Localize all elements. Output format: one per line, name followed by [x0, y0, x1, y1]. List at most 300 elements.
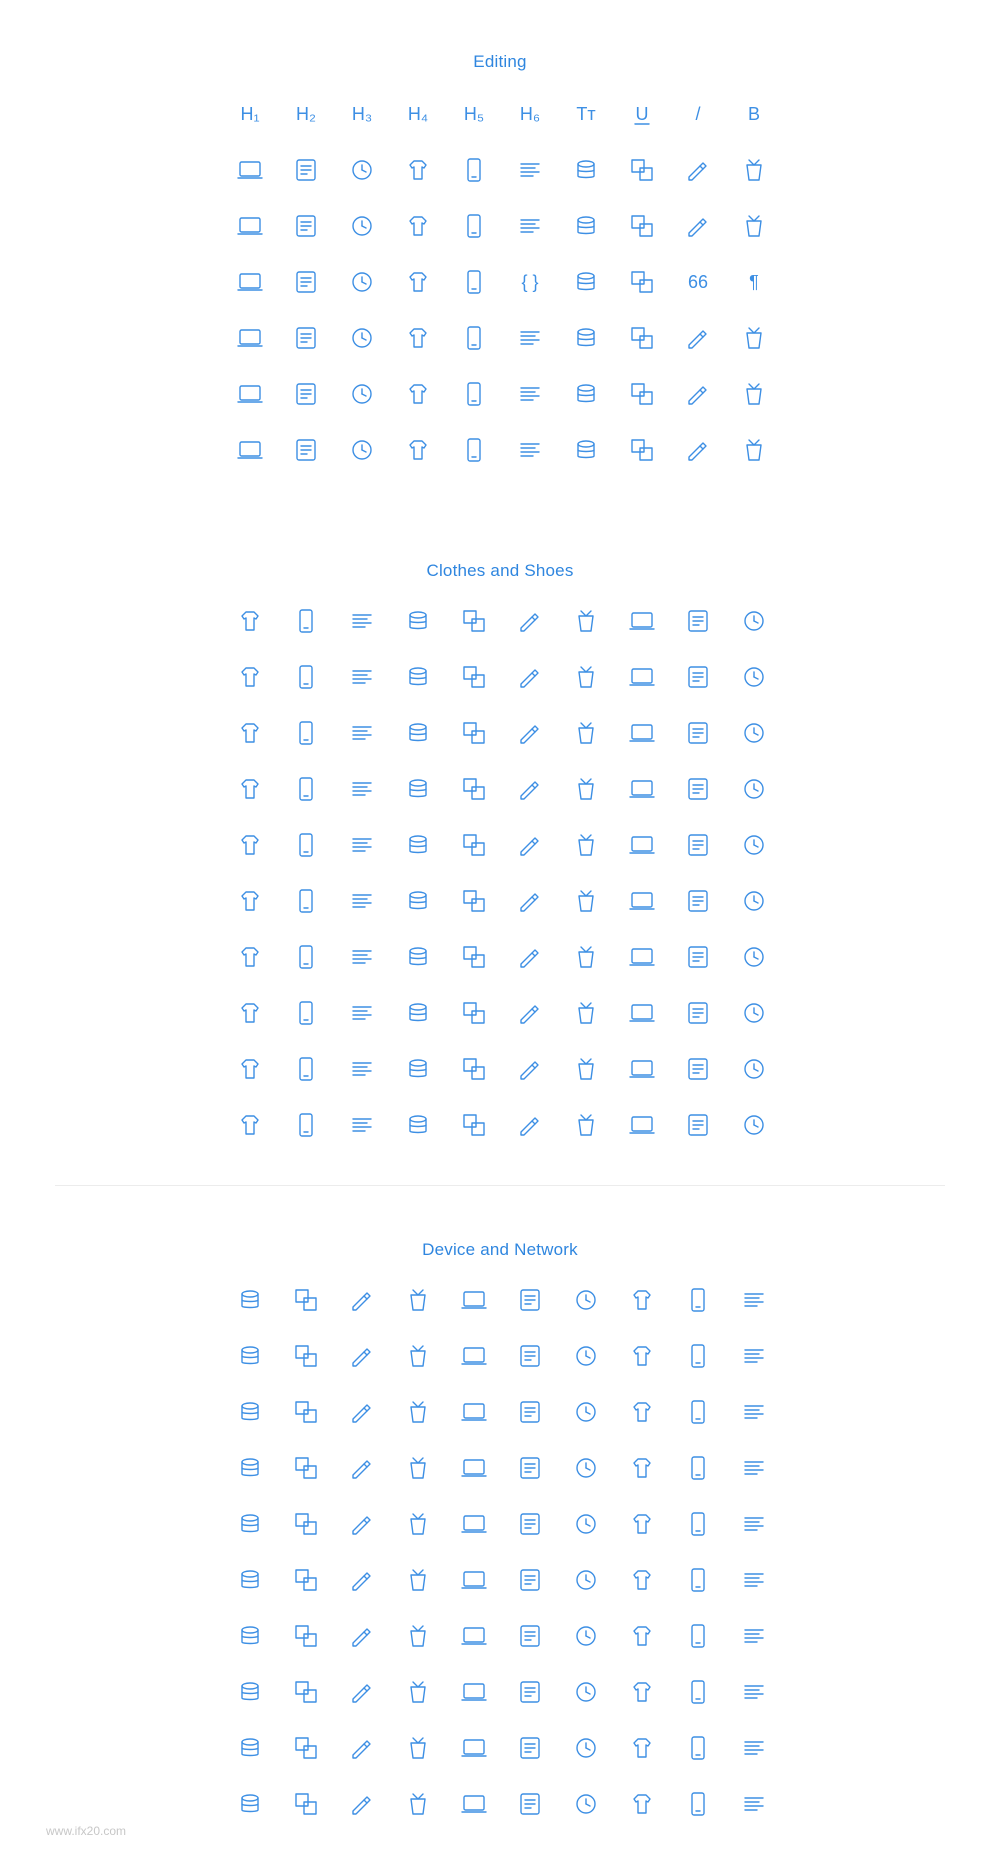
tank-icon: [390, 1041, 446, 1097]
share-node-icon: [670, 198, 726, 254]
layers-icon: [726, 422, 782, 478]
laptop-icon: [222, 1272, 278, 1328]
bowl-cap-icon: [558, 1041, 614, 1097]
star-tshirt-icon: [222, 705, 278, 761]
jumpsuit-icon: [670, 1097, 726, 1153]
thong-icon: [222, 873, 278, 929]
database-add-icon: [614, 1664, 670, 1720]
layout-top-icon: [502, 366, 558, 422]
watermark: www.ifx20.com: [46, 1824, 127, 1838]
cable-broken-icon: [558, 1552, 614, 1608]
baby-shirt-icon: [726, 649, 782, 705]
line-spacing-bottom-icon: [278, 198, 334, 254]
connector-icon: [278, 1608, 334, 1664]
projector-icon: [726, 1552, 782, 1608]
scanner-icon: [446, 1776, 502, 1832]
disk-icon: [222, 1776, 278, 1832]
monitor-icon: [446, 1328, 502, 1384]
slip-dress-icon: [558, 985, 614, 1041]
svg-text:H₁: H₁: [240, 104, 260, 124]
gown-icon: [614, 761, 670, 817]
icon-row: [222, 1608, 782, 1664]
crop-top-icon: [558, 593, 614, 649]
umbrella-hook-icon: [614, 1041, 670, 1097]
jeans-icon: [670, 929, 726, 985]
clipboard-icon: [558, 310, 614, 366]
svg-text:{ }: { }: [521, 272, 539, 292]
power-cable-icon: [334, 1608, 390, 1664]
svg-text:B: B: [747, 104, 761, 124]
tower-pc-icon: [670, 1776, 726, 1832]
scissors-icon: [446, 198, 502, 254]
cowl-icon: [670, 1041, 726, 1097]
computer-mouse-icon: [726, 1328, 782, 1384]
party-dress-icon: [558, 761, 614, 817]
database-settings-icon: [502, 1664, 558, 1720]
server-rack-icon: [726, 1440, 782, 1496]
camisole-icon: [614, 649, 670, 705]
database-refresh-icon: [334, 1664, 390, 1720]
laptop-open-icon: [334, 1440, 390, 1496]
layout-center-icon: [446, 366, 502, 422]
exclude-dashed-icon: [334, 422, 390, 478]
svg-text:H₆: H₆: [519, 104, 541, 124]
heading-3-icon: [334, 86, 390, 142]
text-direction-icon: [726, 142, 782, 198]
bra-outline-icon: [446, 873, 502, 929]
quote-icon: [670, 254, 726, 310]
camcorder-icon: [334, 1776, 390, 1832]
calculator-icon: [558, 1272, 614, 1328]
card-reader-icon: [726, 1608, 782, 1664]
node-icon: [614, 198, 670, 254]
shirt-collar-icon: [502, 593, 558, 649]
icon-row: [222, 198, 782, 254]
mouse-icon: [614, 1328, 670, 1384]
turntable-icon: [614, 1720, 670, 1776]
layout-image-left-icon: [614, 366, 670, 422]
battery-full-icon: [670, 1384, 726, 1440]
radio-icon: [334, 1384, 390, 1440]
line-height-icon: [334, 198, 390, 254]
cloud-check-icon: [278, 1552, 334, 1608]
capri-pants-icon: [614, 1097, 670, 1153]
vr-headset-icon: [502, 1608, 558, 1664]
bikini-icon: [502, 873, 558, 929]
mini-dress-icon: [502, 761, 558, 817]
icon-row: [222, 761, 782, 817]
hard-drive-icon: [614, 1440, 670, 1496]
section-clothes-title: Clothes and Shoes: [426, 561, 574, 580]
long-sleeve-icon: [670, 593, 726, 649]
network-hub-icon: [614, 1496, 670, 1552]
network-branch-icon: [390, 1496, 446, 1552]
santa-hat-icon: [726, 1041, 782, 1097]
short-jeans-icon: [726, 929, 782, 985]
desktop-icon: [278, 1272, 334, 1328]
phone-wifi-icon: [502, 1440, 558, 1496]
icon-row: [222, 1328, 782, 1384]
camera-icon: [222, 1328, 278, 1384]
underwear-icon: [278, 873, 334, 929]
parka-icon: [278, 1097, 334, 1153]
kimono-icon: [558, 929, 614, 985]
car-radio-icon: [670, 1720, 726, 1776]
cloud-download-icon: [390, 1552, 446, 1608]
bold-icon: [726, 86, 782, 142]
printer-icon: [614, 1776, 670, 1832]
heading-5-icon: [446, 86, 502, 142]
backpack-icon: [726, 985, 782, 1041]
align-justify-icon: [390, 142, 446, 198]
presentation-icon: [726, 1272, 782, 1328]
jacket-icon: [726, 593, 782, 649]
icon-row: [222, 817, 782, 873]
sock-icon: [502, 705, 558, 761]
beanie-icon: [446, 1041, 502, 1097]
router-icon: [278, 1496, 334, 1552]
floppy-icon: [446, 1608, 502, 1664]
brief-bottom-icon: [334, 873, 390, 929]
outdent-icon: [670, 142, 726, 198]
database-search-icon: [278, 1664, 334, 1720]
kids-tshirt-icon: [670, 649, 726, 705]
text-cursor-icon: [222, 254, 278, 310]
slr-camera-icon: [278, 1328, 334, 1384]
bodysuit-icon: [670, 873, 726, 929]
belt-icon: [558, 649, 614, 705]
sweater-icon: [614, 593, 670, 649]
align-justify-all-icon: [446, 142, 502, 198]
icon-row: [222, 1384, 782, 1440]
union-icon: [278, 422, 334, 478]
target-icon: [334, 254, 390, 310]
phone-landscape-icon: [334, 1720, 390, 1776]
one-piece-icon: [614, 873, 670, 929]
wifi-router-icon: [334, 1496, 390, 1552]
cable-icon: [502, 1552, 558, 1608]
coat-icon: [614, 929, 670, 985]
waistcoat-icon: [558, 705, 614, 761]
database-lock-icon: [390, 1664, 446, 1720]
battery-empty-icon: [502, 1384, 558, 1440]
feature-phone-icon: [614, 1272, 670, 1328]
slim-jeans-icon: [726, 1097, 782, 1153]
icon-row: [222, 649, 782, 705]
grid-blocks-icon: [390, 366, 446, 422]
mortarboard-icon: [446, 817, 502, 873]
braces-icon: [502, 254, 558, 310]
bomber-icon: [390, 1097, 446, 1153]
shorts-icon: [278, 761, 334, 817]
icon-row: [222, 593, 782, 649]
wristwatch-icon: [390, 1328, 446, 1384]
indent-icon: [614, 142, 670, 198]
line-spacing-top-icon: [222, 198, 278, 254]
sun-hat-icon: [334, 817, 390, 873]
hooded-coat-icon: [334, 1097, 390, 1153]
bra-icon: [390, 873, 446, 929]
plug-icon: [222, 1608, 278, 1664]
clipboard-list-icon: [614, 310, 670, 366]
svg-text:66: 66: [687, 272, 709, 292]
handbag-icon: [670, 985, 726, 1041]
pilcrow-icon: [726, 254, 782, 310]
phone-keypad-icon: [502, 1272, 558, 1328]
network-tree-icon: [502, 1496, 558, 1552]
overlap-icon: [390, 422, 446, 478]
sailor-shirt-icon: [502, 1097, 558, 1153]
text-box-icon: [558, 422, 614, 478]
icon-row: [222, 929, 782, 985]
usb-stick-icon: [670, 1328, 726, 1384]
leotard-icon: [726, 873, 782, 929]
sd-card-icon: [390, 1608, 446, 1664]
section-editing-title: Editing: [473, 52, 527, 71]
cardigan-icon: [222, 761, 278, 817]
section-editing-grid: [222, 86, 782, 478]
icon-row: [222, 86, 782, 142]
icon-row: [222, 1720, 782, 1776]
align-right-icon: [334, 142, 390, 198]
board-shorts-icon: [334, 761, 390, 817]
vest-top-icon: [446, 705, 502, 761]
polo-shirt-icon: [334, 593, 390, 649]
gameboy-icon: [670, 1608, 726, 1664]
eraser-icon: [446, 254, 502, 310]
skirt-dress-icon: [670, 761, 726, 817]
cloud-upload-icon: [334, 1552, 390, 1608]
layout-image-inline-icon: [726, 366, 782, 422]
heading-6-icon: [502, 86, 558, 142]
striped-tshirt-icon: [278, 705, 334, 761]
tshirt-icon: [222, 593, 278, 649]
wireless-tower-icon: [446, 1552, 502, 1608]
copy-icon: [726, 198, 782, 254]
vector-join-icon: [502, 198, 558, 254]
text-cursor-dashed-icon: [278, 254, 334, 310]
media-frame-icon: [222, 366, 278, 422]
icon-row: [222, 1097, 782, 1153]
dress-icon: [390, 649, 446, 705]
icon-row: [222, 1041, 782, 1097]
svg-text:H₂: H₂: [296, 104, 316, 124]
layout-image-center-icon: [670, 366, 726, 422]
boxer-shorts-icon: [670, 817, 726, 873]
tablet-icon: [334, 1272, 390, 1328]
sync-devices-icon: [278, 1720, 334, 1776]
crop-icon: [334, 310, 390, 366]
pen-nib-icon: [390, 310, 446, 366]
tablet-phone-icon: [390, 1720, 446, 1776]
mobile-icon: [670, 1272, 726, 1328]
network-monitor-icon: [558, 1496, 614, 1552]
swim-trunks-icon: [726, 817, 782, 873]
tulle-skirt-icon: [222, 1041, 278, 1097]
tshirt-v-icon: [278, 593, 334, 649]
gamepad-icon: [558, 1608, 614, 1664]
svg-text:H₅: H₅: [463, 104, 485, 124]
database-icon: [222, 1664, 278, 1720]
database-upload-icon: [558, 1664, 614, 1720]
icon-row: [222, 873, 782, 929]
devices-icon: [222, 1720, 278, 1776]
robe-icon: [446, 929, 502, 985]
svg-text:/: /: [695, 104, 701, 124]
heading-1-icon: [222, 86, 278, 142]
italic-icon: [670, 86, 726, 142]
shirt-print-icon: [390, 593, 446, 649]
high-heel-icon: [446, 649, 502, 705]
icon-row: [222, 1776, 782, 1832]
imac-icon: [278, 1440, 334, 1496]
feather-icon: [614, 422, 670, 478]
ink-bottle-icon: [670, 422, 726, 478]
bullet-list-icon: [502, 142, 558, 198]
wrap-left-icon: [278, 366, 334, 422]
icon-row: [222, 705, 782, 761]
slippers-icon: [278, 985, 334, 1041]
hierarchy-icon: [446, 1496, 502, 1552]
sneaker-icon: [502, 649, 558, 705]
svg-text:H₃: H₃: [351, 104, 373, 124]
speaker-icon: [558, 1776, 614, 1832]
graduation-cap-icon: [390, 817, 446, 873]
database-edit-icon: [446, 1664, 502, 1720]
multi-screen-icon: [446, 1720, 502, 1776]
swimsuit-icon: [558, 873, 614, 929]
swim-top-icon: [726, 705, 782, 761]
singlet-icon: [390, 705, 446, 761]
retro-radio-icon: [390, 1384, 446, 1440]
winter-jacket-icon: [222, 1097, 278, 1153]
headset-icon: [278, 1776, 334, 1832]
loafer-icon: [446, 985, 502, 1041]
controller-icon: [614, 1608, 670, 1664]
cap-icon: [334, 705, 390, 761]
align-center-icon: [278, 142, 334, 198]
database-check-icon: [726, 1664, 782, 1720]
icon-row: [222, 254, 782, 310]
glasses-icon: [614, 817, 670, 873]
icon-row: [222, 422, 782, 478]
tablet-touch-icon: [390, 1440, 446, 1496]
sword-tie-icon: [334, 929, 390, 985]
heading-4-icon: [390, 86, 446, 142]
military-jacket-icon: [558, 1097, 614, 1153]
numbered-list-icon: [558, 142, 614, 198]
rotate-icon: [446, 310, 502, 366]
photo-camera-icon: [390, 1776, 446, 1832]
button-shirt-icon: [334, 985, 390, 1041]
icon-row: [222, 1552, 782, 1608]
text-size-icon: [558, 86, 614, 142]
svg-text:¶: ¶: [749, 272, 759, 292]
section-device-title: Device and Network: [422, 1240, 578, 1259]
camera-front-icon: [446, 1384, 502, 1440]
layout-header-icon: [558, 366, 614, 422]
vector-curve-icon: [558, 198, 614, 254]
paragraph-spacing-icon: [390, 198, 446, 254]
marker-icon: [390, 254, 446, 310]
smartwatch-icon: [334, 1328, 390, 1384]
icon-row: [222, 1496, 782, 1552]
pencil-icon: [222, 310, 278, 366]
boombox-icon: [222, 1384, 278, 1440]
ethernet-icon: [614, 1552, 670, 1608]
icon-row: [222, 1664, 782, 1720]
old-computer-icon: [222, 1440, 278, 1496]
ruffle-dress-icon: [446, 1097, 502, 1153]
frock-icon: [390, 929, 446, 985]
helmet-icon: [502, 817, 558, 873]
trousers-icon: [390, 761, 446, 817]
intersect-icon: [222, 422, 278, 478]
ball-gown-icon: [726, 761, 782, 817]
bowler-hat-icon: [278, 817, 334, 873]
battery-half-icon: [614, 1384, 670, 1440]
dotted-skirt-icon: [334, 1041, 390, 1097]
battery-low-icon: [558, 1384, 614, 1440]
tutu-icon: [502, 929, 558, 985]
ski-hat-icon: [502, 1041, 558, 1097]
database-remove-icon: [670, 1664, 726, 1720]
icon-row: [222, 1272, 782, 1328]
mp3-player-icon: [558, 1720, 614, 1776]
webcam-icon: [670, 1552, 726, 1608]
strikethrough-icon: [670, 310, 726, 366]
pleated-skirt-icon: [278, 1041, 334, 1097]
cloud-error-icon: [222, 1552, 278, 1608]
bounding-box-icon: [502, 422, 558, 478]
panties-icon: [222, 649, 278, 705]
server-stack-icon: [670, 1440, 726, 1496]
smartphone-icon: [390, 1272, 446, 1328]
heading-2-icon: [278, 86, 334, 142]
pump-shoe-icon: [390, 985, 446, 1041]
wrap-right-icon: [334, 366, 390, 422]
section-clothes-grid: [222, 593, 782, 1153]
sport-top-icon: [614, 705, 670, 761]
mouse-cord-icon: [502, 1776, 558, 1832]
svg-text:Tт: Tт: [576, 104, 596, 124]
svg-text:U: U: [635, 104, 649, 124]
cpu-chip-icon: [726, 1776, 782, 1832]
ipod-icon: [502, 1328, 558, 1384]
blouse-icon: [222, 929, 278, 985]
antenna-icon: [726, 1496, 782, 1552]
mittens-icon: [446, 761, 502, 817]
section-divider: [55, 1185, 945, 1186]
icon-row: [222, 1440, 782, 1496]
car-icon: [726, 1720, 782, 1776]
hanger-icon: [558, 817, 614, 873]
boot-icon: [502, 985, 558, 1041]
tank-top-icon: [446, 593, 502, 649]
text-icon: [726, 310, 782, 366]
link-icon: [558, 254, 614, 310]
remote-icon: [222, 1496, 278, 1552]
laptop-wifi-icon: [558, 1440, 614, 1496]
cocktail-dress-icon: [614, 985, 670, 1041]
svg-text:H₄: H₄: [407, 104, 429, 124]
icon-row: [222, 310, 782, 366]
front-back-icon: [446, 422, 502, 478]
necktie-icon: [334, 649, 390, 705]
briefs-icon: [278, 649, 334, 705]
bikini-top-icon: [670, 705, 726, 761]
tablet-pen-icon: [502, 1720, 558, 1776]
